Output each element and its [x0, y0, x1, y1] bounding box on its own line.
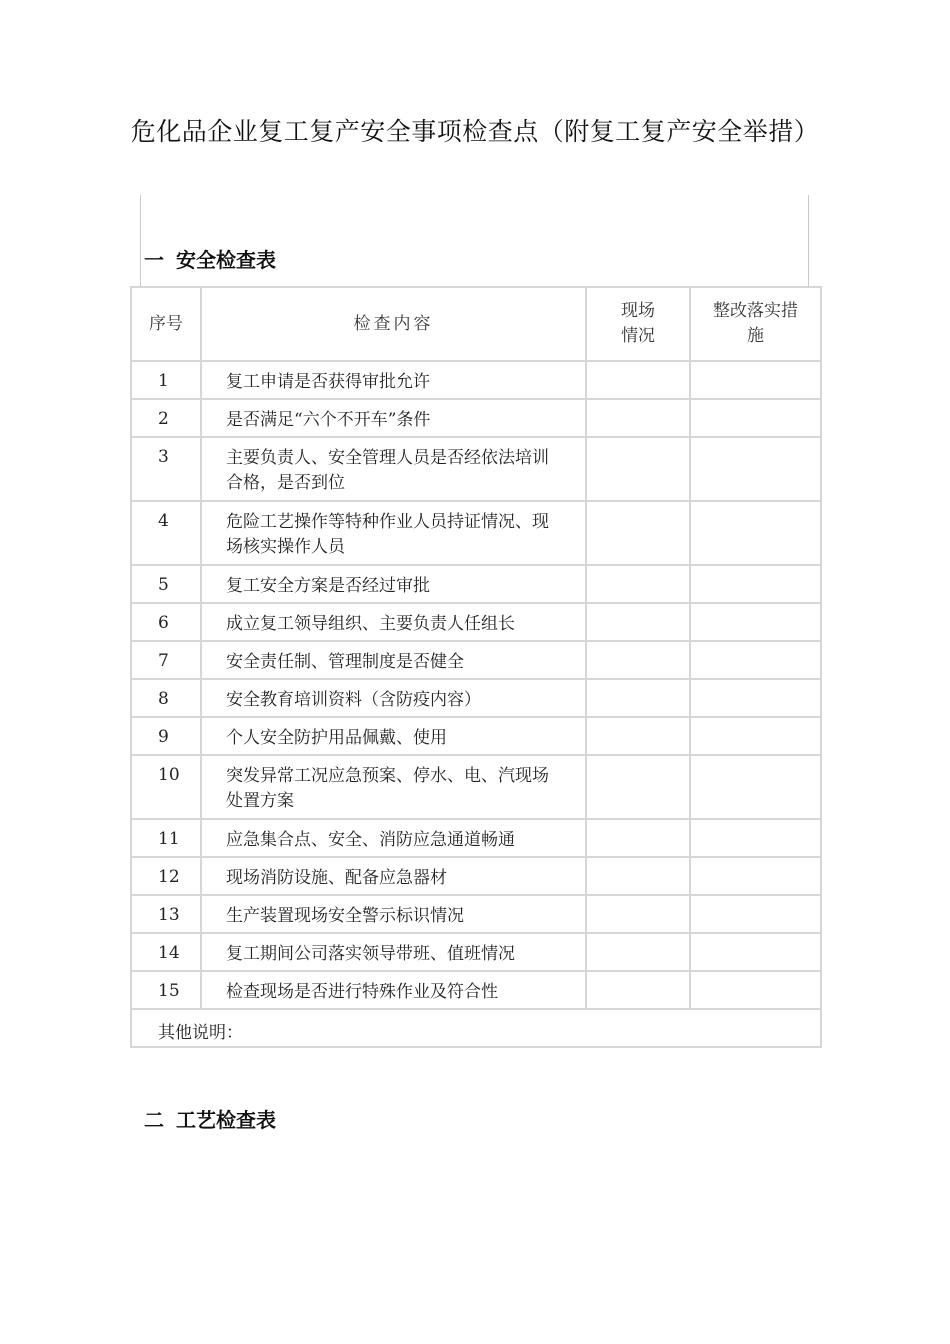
row-site-cell[interactable]: [586, 857, 690, 895]
row-fix-cell[interactable]: [690, 565, 821, 603]
row-number: 7: [131, 641, 201, 679]
row-fix-cell[interactable]: [690, 501, 821, 565]
row-number: 13: [131, 895, 201, 933]
row-content: 突发异常工况应急预案、停水、电、汽现场处置方案: [201, 755, 586, 819]
row-site-cell[interactable]: [586, 895, 690, 933]
frame-border-left: [140, 195, 141, 287]
row-site-cell[interactable]: [586, 603, 690, 641]
table-row: [131, 437, 821, 501]
row-content: 生产装置现场安全警示标识情况: [201, 895, 586, 933]
table-row: [131, 361, 821, 399]
row-fix-cell[interactable]: [690, 641, 821, 679]
row-site-cell[interactable]: [586, 933, 690, 971]
row-site-cell[interactable]: [586, 819, 690, 857]
table-header-row: [131, 287, 821, 361]
row-number: 5: [131, 565, 201, 603]
table-row: [131, 895, 821, 933]
row-site-cell[interactable]: [586, 399, 690, 437]
section-heading-safety: [144, 244, 276, 273]
row-site-cell[interactable]: [586, 717, 690, 755]
row-number: 2: [131, 399, 201, 437]
row-fix-cell[interactable]: [690, 895, 821, 933]
header-site-status: 现场情况: [586, 287, 690, 361]
row-content: 成立复工领导组织、主要负责人任组长: [201, 603, 586, 641]
row-number: 8: [131, 679, 201, 717]
row-number: 14: [131, 933, 201, 971]
table-row: [131, 565, 821, 603]
row-content: 安全教育培训资料（含防疫内容）: [201, 679, 586, 717]
row-number: 11: [131, 819, 201, 857]
row-number: 1: [131, 361, 201, 399]
table-row: [131, 819, 821, 857]
section-heading-process: [144, 1104, 276, 1133]
section-number: 二: [144, 1108, 164, 1132]
section-title: 安全检查表: [176, 248, 276, 272]
row-content: 复工申请是否获得审批允许: [201, 361, 586, 399]
row-site-cell[interactable]: [586, 971, 690, 1009]
other-notes-label[interactable]: 其他说明：: [131, 1009, 821, 1047]
row-fix-cell[interactable]: [690, 437, 821, 501]
row-site-cell[interactable]: [586, 437, 690, 501]
row-site-cell[interactable]: [586, 641, 690, 679]
table-row: [131, 679, 821, 717]
row-number: 10: [131, 755, 201, 819]
table-row: [131, 755, 821, 819]
row-fix-cell[interactable]: [690, 399, 821, 437]
header-rectification: 整改落实措施: [690, 287, 821, 361]
row-content: 主要负责人、安全管理人员是否经依法培训合格，是否到位: [201, 437, 586, 501]
row-site-cell[interactable]: [586, 565, 690, 603]
row-content: 检查现场是否进行特殊作业及符合性: [201, 971, 586, 1009]
row-number: 3: [131, 437, 201, 501]
table-row: [131, 933, 821, 971]
table-row: [131, 501, 821, 565]
row-content: 个人安全防护用品佩戴、使用: [201, 717, 586, 755]
row-number: 4: [131, 501, 201, 565]
row-number: 15: [131, 971, 201, 1009]
row-content: 危险工艺操作等特种作业人员持证情况、现场核实操作人员: [201, 501, 586, 565]
row-site-cell[interactable]: [586, 679, 690, 717]
row-site-cell[interactable]: [586, 361, 690, 399]
document-title: 危化品企业复工复产安全事项检查点（附复工复产安全举措）: [130, 117, 820, 146]
row-number: 9: [131, 717, 201, 755]
row-fix-cell[interactable]: [690, 717, 821, 755]
table-row: [131, 971, 821, 1009]
row-fix-cell[interactable]: [690, 819, 821, 857]
row-fix-cell[interactable]: [690, 603, 821, 641]
table-row: [131, 717, 821, 755]
row-fix-cell[interactable]: [690, 857, 821, 895]
section-number: 一: [144, 248, 164, 272]
row-content: 安全责任制、管理制度是否健全: [201, 641, 586, 679]
row-content: 复工期间公司落实领导带班、值班情况: [201, 933, 586, 971]
header-no: 序号: [131, 287, 201, 361]
row-content: 应急集合点、安全、消防应急通道畅通: [201, 819, 586, 857]
row-content: 现场消防设施、配备应急器材: [201, 857, 586, 895]
row-number: 12: [131, 857, 201, 895]
row-content: 复工安全方案是否经过审批: [201, 565, 586, 603]
row-fix-cell[interactable]: [690, 971, 821, 1009]
row-site-cell[interactable]: [586, 755, 690, 819]
row-fix-cell[interactable]: [690, 755, 821, 819]
table-row: [131, 399, 821, 437]
other-notes-row: [131, 1009, 821, 1047]
frame-border-right: [808, 195, 809, 287]
header-content: 检查内容: [201, 287, 586, 361]
table-row: [131, 641, 821, 679]
table-row: [131, 603, 821, 641]
row-fix-cell[interactable]: [690, 361, 821, 399]
section-title: 工艺检查表: [176, 1108, 276, 1132]
row-content: 是否满足“六个不开车”条件: [201, 399, 586, 437]
row-fix-cell[interactable]: [690, 933, 821, 971]
row-site-cell[interactable]: [586, 501, 690, 565]
table-row: [131, 857, 821, 895]
row-fix-cell[interactable]: [690, 679, 821, 717]
safety-checklist-table: [130, 286, 822, 1048]
row-number: 6: [131, 603, 201, 641]
